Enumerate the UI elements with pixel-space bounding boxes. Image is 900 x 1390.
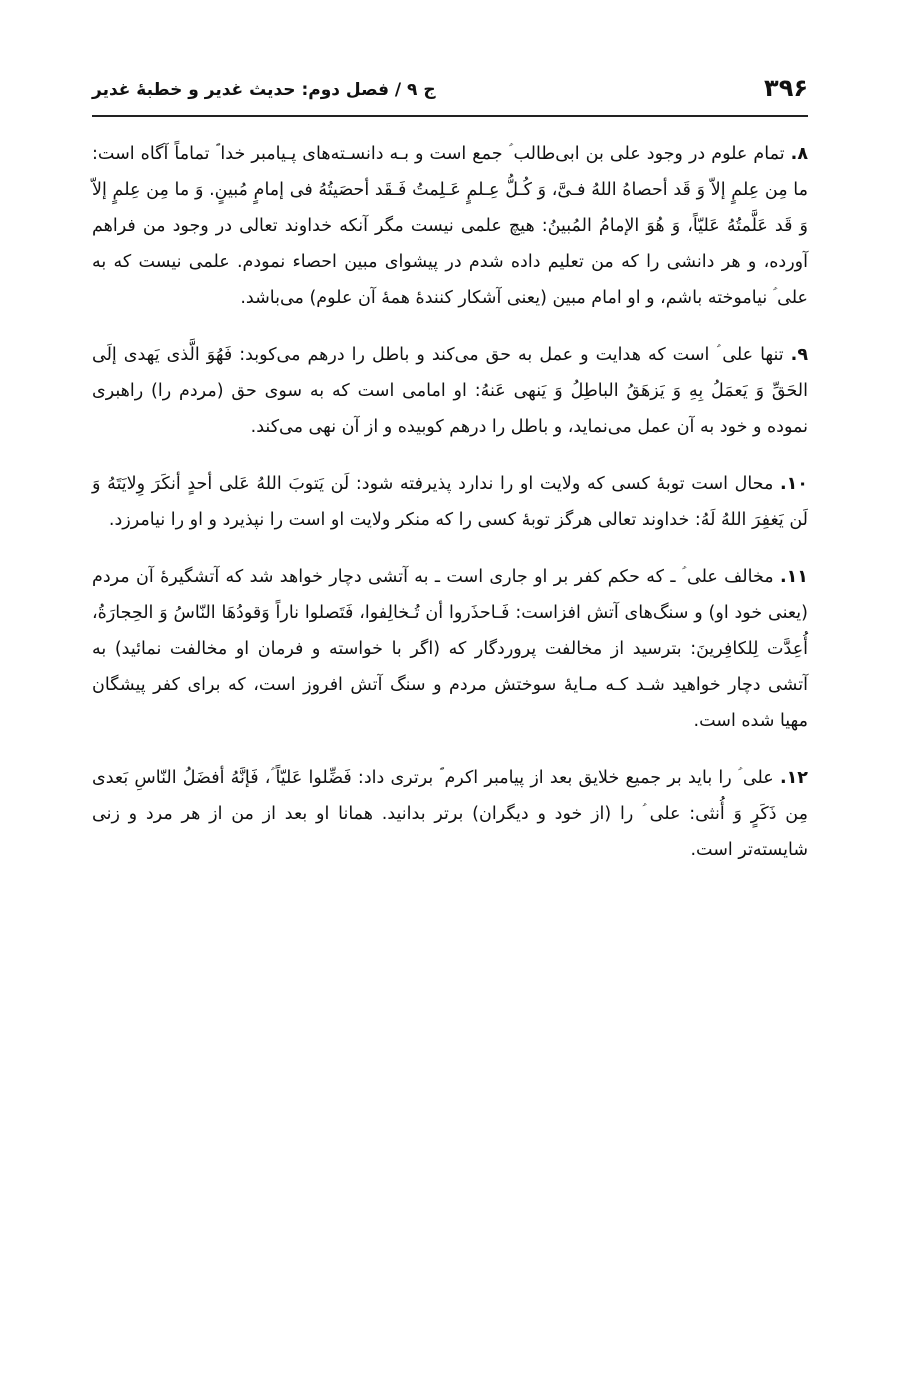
paragraph-number: ۱۰. xyxy=(779,474,808,494)
chapter-title: ج ۹ / فصل دوم: حدیث غدیر و خطبهٔ غدیر xyxy=(92,80,436,100)
book-page xyxy=(92,0,808,1390)
paragraph-number: ۹. xyxy=(790,345,808,365)
paragraph-text: محال است توبهٔ کسی که ولایت او را ندارد پذیرفته شود: لَن یَتوبَ اللهُ عَلی أحدٍ أنکَرَ وِلایَتَهُ وَ لَن یَغفِرَ اللهُ لَهُ: خداوند تعالی هرگز توبهٔ کسی را که منکر ولایت او است را نپذیرد و او را نیامرزد. xyxy=(92,474,808,530)
running-head xyxy=(92,70,808,114)
paragraph-number: ۱۱. xyxy=(779,567,808,587)
paragraph-8 xyxy=(92,136,808,316)
header-divider xyxy=(92,115,808,117)
paragraph-9 xyxy=(92,337,808,445)
paragraph-number: ۱۲. xyxy=(779,768,808,788)
paragraph-number: ۸. xyxy=(790,144,808,164)
body-text xyxy=(92,136,808,889)
paragraph-text: مخالف علی ؑ ـ که حکم کفر بر او جاری است ـ به آتشی دچار خواهد شد که آتشگیرهٔ آن مردم (یعنی خود او) و سنگ‌های آتش افزاست: فَـاحذَروا أن تُـخالِفوا، فَتَصلوا ناراً وَقودُهَا النّاسُ وَ الحِجارَةُ، أُعِدَّت لِلکافِرینَ: بترسید از مخالفت پروردگار که (اگر با خواسته و فرمان او مخالفت نمائید) به آتشی دچار خواهید شـد کـه مـایهٔ سوختش مردم و سنگ آتش افروز است، که برای کفر پیشگان مهیا شده است. xyxy=(92,567,808,731)
page-number: ۳۹۶ xyxy=(764,74,808,102)
paragraph-text: تنها علی ؑ است که هدایت و عمل به حق می‌کند و باطل را درهم می‌کوبد: فَهُوَ الَّذی یَهدی إلَی الحَقِّ وَ یَعمَلُ بِهِ وَ یَزهَقُ الباطِلُ وَ یَنهی عَنهُ: او امامی است که به سوی حق (مردم را) راهبری نموده و خود به آن عمل می‌نماید، و باطل را درهم کوبیده و از آن نهی می‌کند. xyxy=(92,345,808,437)
paragraph-text: علی ؑ را باید بر جمیع خلایق بعد از پیامبر اکرم ؐ برتری داد: فَضِّلوا عَلیّاً ؑ، فَإنَّهُ أفضَلُ النّاسِ بَعدی مِن ذَکَرٍ وَ أُنثی: علی ؑ را (از خود و دیگران) برتر بدانید. همانا او بعد از من از هر مرد و زنی شایسته‌تر است. xyxy=(92,768,808,860)
paragraph-11 xyxy=(92,559,808,739)
paragraph-text: تمام علوم در وجود علی بن ابی‌طالب ؑ جمع است و بـه دانسـته‌های پـیامبر خدا ؐ تماماً آگاه است: ما مِن عِلمٍ إلاّ وَ قَد أحصاهُ اللهُ فـیَّ، وَ کُـلُّ عِـلمٍ عَـلِمتُ فَـقَد أحصَیتُهُ فی إمامٍ مُبینٍ. وَ ما مِن عِلمٍ إلاّ وَ قَد عَلَّمتُهُ عَلیّاً، وَ هُوَ الإمامُ المُبینُ: هیچ علمی نیست مگر آنکه خداوند تعالی در وجود من فراهم آورده، و هر دانشی را که من تعلیم داده شدم در پیشوای مبین احصاء نمودم. علمی نیست که به علی ؑ نیاموخته باشم، و او امام مبین (یعنی آشکار کنندهٔ همهٔ آن علوم) می‌باشد. xyxy=(92,144,808,308)
paragraph-10 xyxy=(92,466,808,538)
paragraph-12 xyxy=(92,760,808,868)
